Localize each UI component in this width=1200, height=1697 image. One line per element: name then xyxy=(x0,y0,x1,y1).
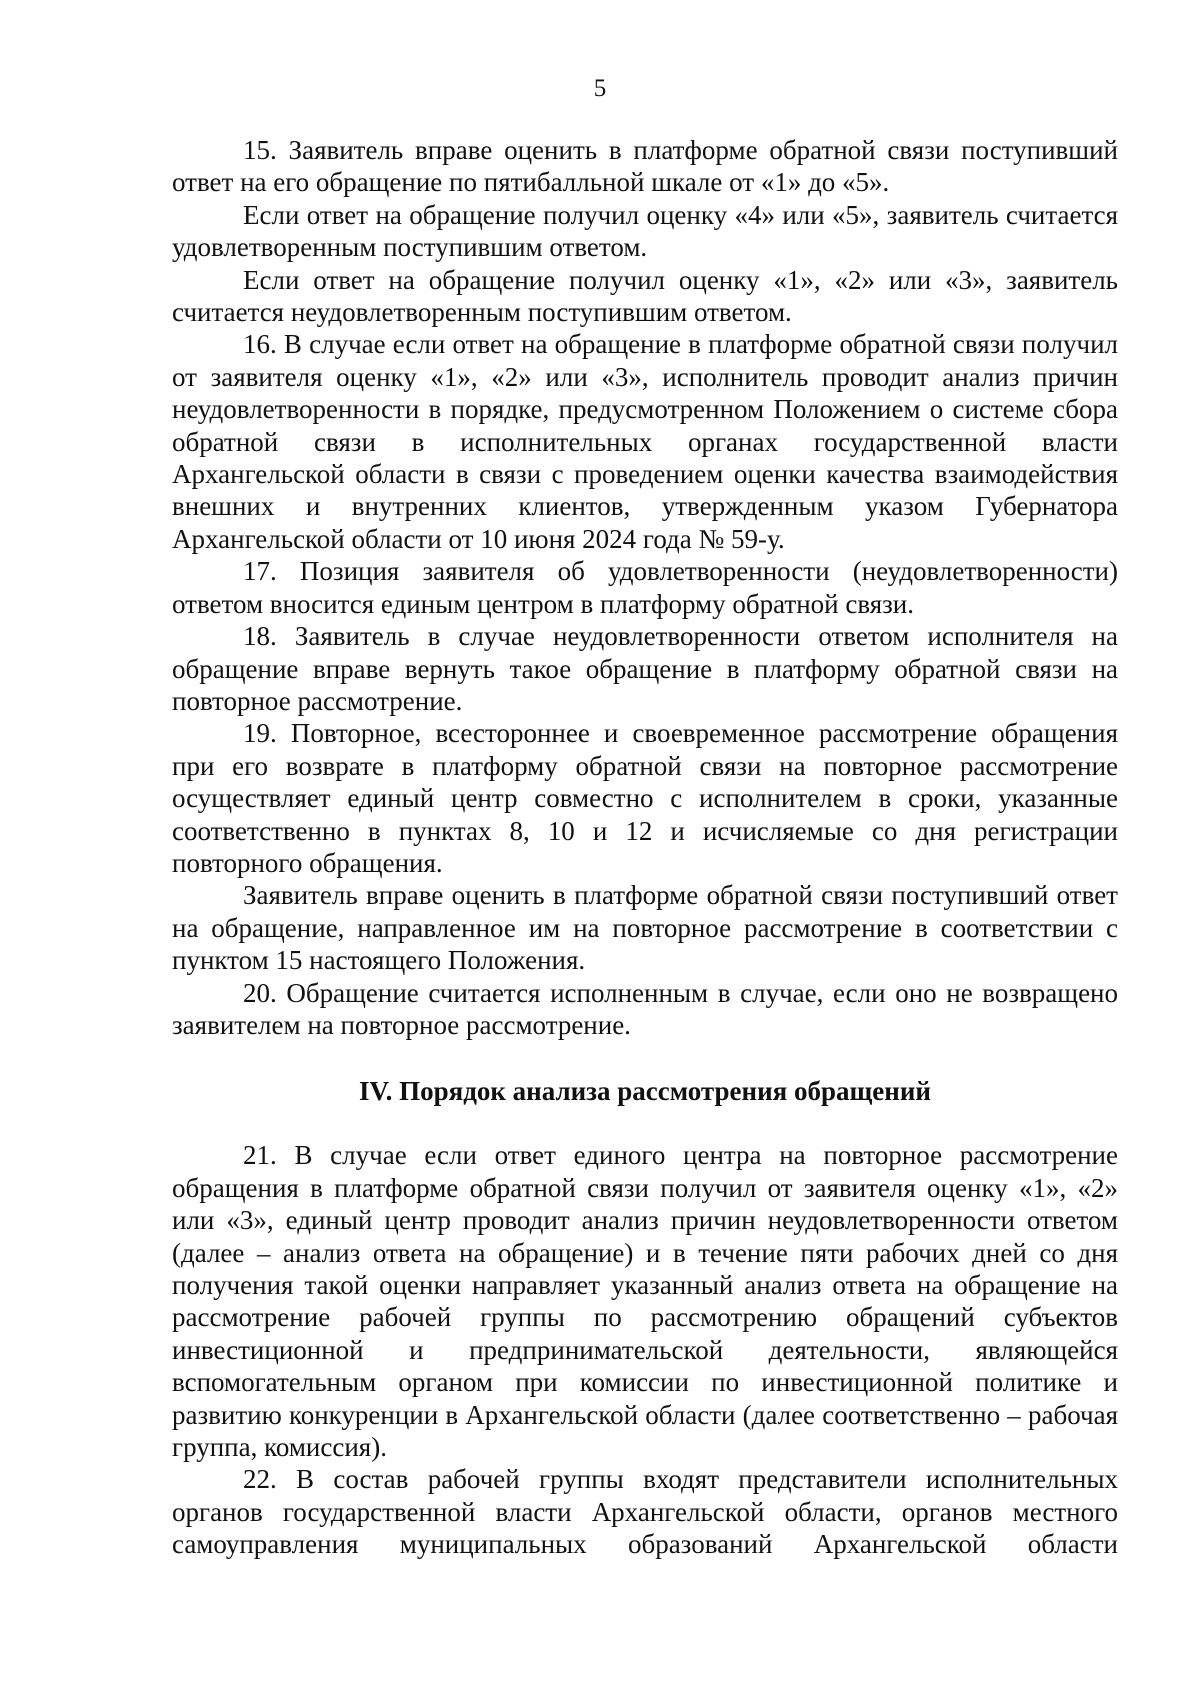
document-body xyxy=(172,134,1118,1561)
paragraph-19-evaluation: Заявитель вправе оценить в платформе обратной связи поступивший ответ на обращение, направленное им на повторное рассмотрение в соответствии с пунктом 15 настоящего Положения. xyxy=(172,880,1118,976)
paragraph-16: 16. В случае если ответ на обращение в платформе обратной связи получил от заявителя оценку «1», «2» или «3», исполнитель проводит анализ причин неудовлетворенности в порядке, предусмотренном Положением о системе сбора обратной связи в исполнительных органах государственной власти Архангельской области в связи с проведением оценки качества взаимодействия внешних и внутренних клиентов, утвержденным указом Губернатора Архангельской области от 10 июня 2024 года № 59-у. xyxy=(172,329,1118,554)
paragraph-17: 17. Позиция заявителя об удовлетворенности (неудовлетворенности) ответом вносится единым центром в платформу обратной связи. xyxy=(172,556,1118,619)
paragraph-15-unsatisfied: Если ответ на обращение получил оценку «1», «2» или «3», заявитель считается неудовлетворенным поступившим ответом. xyxy=(172,264,1118,328)
section-heading: IV. Порядок анализа рассмотрения обращений xyxy=(359,1076,931,1107)
paragraph-22: 22. В состав рабочей группы входят представители исполнительных органов государственной власти Архангельской области, органов местного самоуправления муниципальных образований Архангельской области xyxy=(172,1464,1118,1560)
paragraph-19: 19. Повторное, всестороннее и своевременное рассмотрение обращения при его возврате в платформу обратной связи на повторное рассмотрение осуществляет единый центр совместно с исполнителем в сроки, указанные соответственно в пунктах 8, 10 и 12 и исчисляемые со дня регистрации повторного обращения. xyxy=(172,718,1118,878)
paragraph-18: 18. Заявитель в случае неудовлетворенности ответом исполнителя на обращение вправе вернуть такое обращение в платформу обратной связи на повторное рассмотрение. xyxy=(172,621,1118,716)
page-number: 5 xyxy=(593,75,607,102)
paragraph-20: 20. Обращение считается исполненным в случае, если оно не возвращено заявителем на повторное рассмотрение. xyxy=(172,977,1118,1040)
paragraph-21: 21. В случае если ответ единого центра на повторное рассмотрение обращения в платформе обратной связи получил от заявителя оценку «1», «2» или «3», единый центр проводит анализ причин неудовлетворенности ответом (далее – анализ ответа на обращение) и в течение пяти рабочих дней со дня получения такой оценки направляет указанный анализ ответа на обращение на рассмотрение рабочей группы по рассмотрению обращений субъектов инвестиционной и предпринимательской деятельности, являющейся вспомогательным органом при комиссии по инвестиционной политике и развитию конкуренции в Архангельской области (далее соответственно – рабочая группа, комиссия). xyxy=(172,1140,1118,1463)
paragraph-15: 15. Заявитель вправе оценить в платформе обратной связи поступивший ответ на его обращение по пятибалльной шкале от «1» до «5». xyxy=(172,135,1118,198)
paragraph-15-satisfied: Если ответ на обращение получил оценку «4» или «5», заявитель считается удовлетворенным поступившим ответом. xyxy=(172,199,1118,263)
